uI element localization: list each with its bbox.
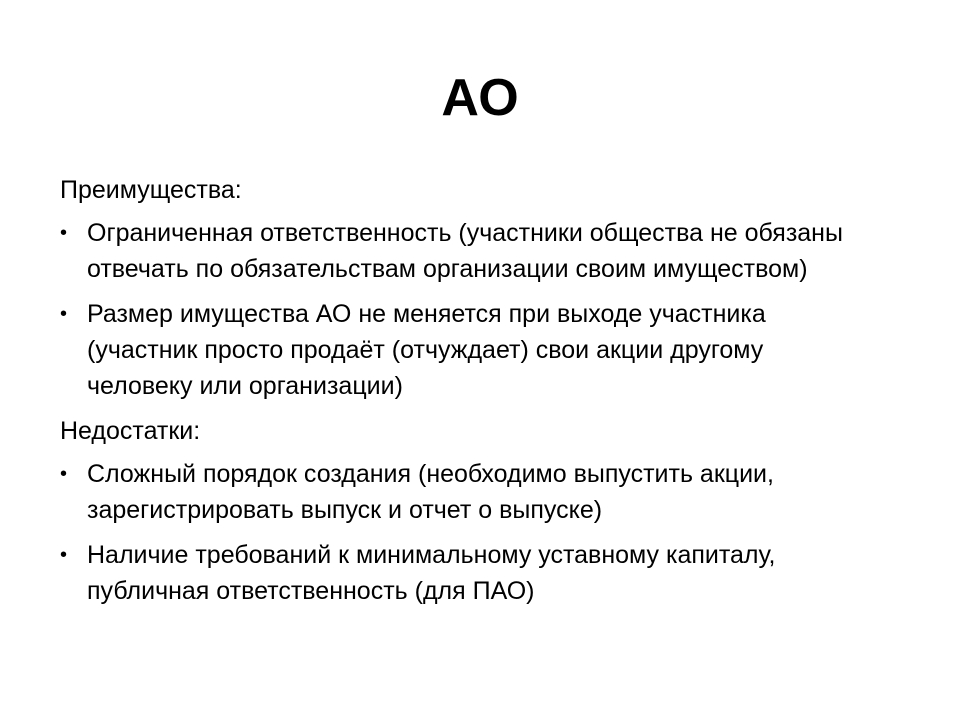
list-item-text: Ограниченная ответственность (участники общества не обязаны отвечать по обязательствам организации своим имуществом) [87, 219, 843, 283]
list-item-text: Наличие требований к минимальному уставному капиталу, публичная ответственность (для ПАО) [87, 541, 776, 605]
advantages-section [60, 172, 860, 404]
advantages-heading: Преимущества: [60, 176, 242, 204]
bullet-icon: • [60, 463, 68, 485]
disadvantages-heading: Недостатки: [60, 417, 201, 445]
disadvantages-section [60, 413, 860, 609]
list-item [60, 537, 860, 609]
list-item-text: Размер имущества АО не меняется при выходе участника (участник просто продаёт (отчуждает) свои акции другому человеку или организации) [87, 300, 766, 400]
list-item [60, 296, 860, 404]
list-item [60, 215, 860, 287]
slide-title: АО [441, 69, 519, 127]
bullet-icon: • [60, 544, 68, 566]
slide-content [60, 172, 860, 618]
disadvantages-list [60, 456, 860, 609]
list-item-text: Сложный порядок создания (необходимо выпустить акции, зарегистрировать выпуск и отчет о выпуске) [87, 460, 774, 524]
bullet-icon: • [60, 303, 68, 325]
advantages-list [60, 215, 860, 404]
list-item [60, 456, 860, 528]
bullet-icon: • [60, 222, 68, 244]
